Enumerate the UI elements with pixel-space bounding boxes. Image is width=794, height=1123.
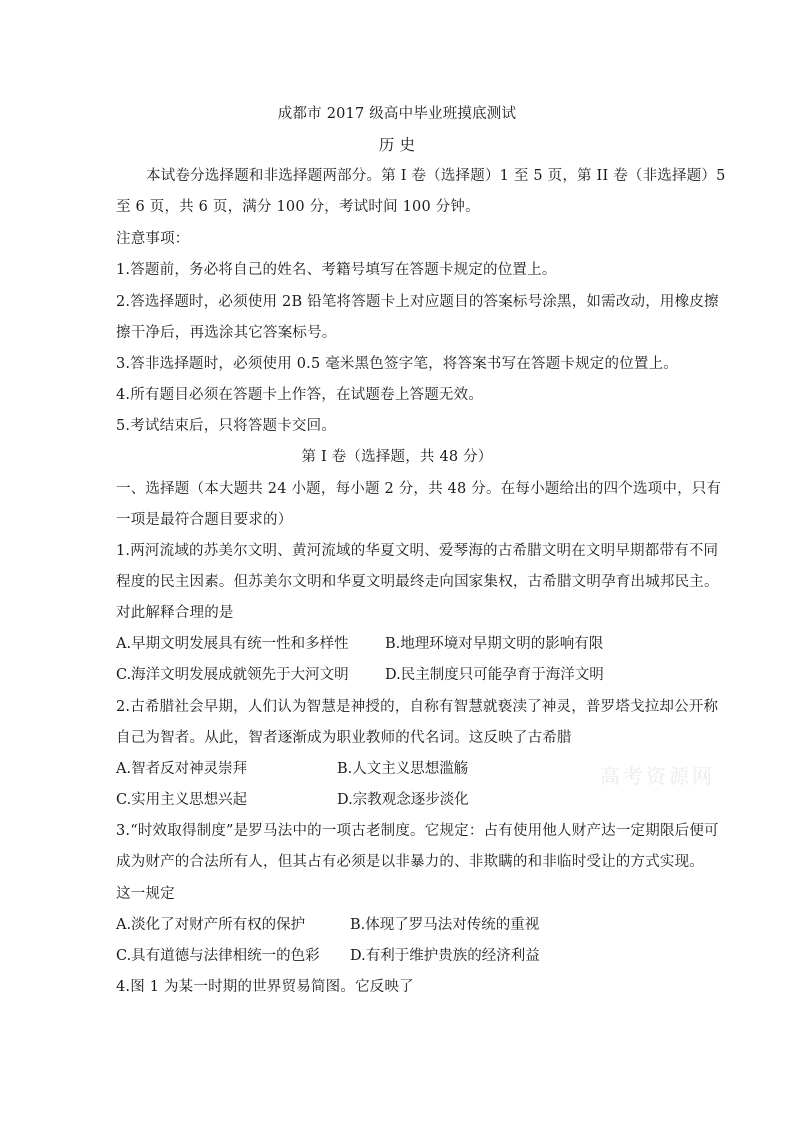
part-1-title: 第 I 卷（选择题，共 48 分） xyxy=(301,449,493,465)
intro-line-1: 本试卷分选择题和非选择题两部分。第 I 卷（选择题）1 至 5 页，第 II 卷（非选择题）5 xyxy=(146,168,726,184)
exam-title: 成都市 2017 级高中毕业班摸底测试 xyxy=(277,106,517,122)
question-2-option-a: A.智者反对神灵崇拜 xyxy=(116,761,248,777)
question-2-option-c: C.实用主义思想兴起 xyxy=(116,792,248,808)
subject-title: 历 史 xyxy=(378,136,416,154)
section-heading-line-2: 一项是最符合题目要求的） xyxy=(116,512,293,528)
watermark: 高考资源网 xyxy=(600,764,715,788)
notice-item-3: 3.答非选择题时，必须使用 0.5 毫米黑色签字笔，将答案书写在答题卡规定的位置上。 xyxy=(116,356,679,372)
question-1-option-d: D.民主制度只可能孕育于海洋文明 xyxy=(385,667,604,683)
notice-item-2-line-1: 2.答选择题时，必须使用 2B 铅笔将答题卡上对应题目的答案标号涂黑，如需改动，用橡皮擦 xyxy=(116,294,719,310)
intro-line-2: 至 6 页，共 6 页，满分 100 分，考试时间 100 分钟。 xyxy=(116,199,480,215)
question-3-line-1: 3.“时效取得制度”是罗马法中的一项古老制度。它规定：占有使用他人财产达一定期限后便可 xyxy=(116,823,719,839)
question-1-option-b: B.地理环境对早期文明的影响有限 xyxy=(385,636,604,652)
question-2-option-d: D.宗教观念逐步淡化 xyxy=(337,792,469,808)
notice-item-1: 1.答题前，务必将自己的姓名、考籍号填写在答题卡规定的位置上。 xyxy=(116,262,557,278)
notice-item-5: 5.考试结束后，只将答题卡交回。 xyxy=(116,418,337,434)
question-4-line-1: 4.图 1 为某一时期的世界贸易简图。它反映了 xyxy=(116,979,414,995)
section-heading-line-1: 一、选择题（本大题共 24 小题，每小题 2 分，共 48 分。在每小题给出的四个选项中，只有 xyxy=(116,481,722,497)
question-3-line-3: 这一规定 xyxy=(116,886,175,902)
notice-item-4: 4.所有题目必须在答题卡上作答，在试题卷上答题无效。 xyxy=(116,387,484,403)
question-1-option-a: A.早期文明发展具有统一性和多样性 xyxy=(116,636,349,652)
question-1-line-2: 程度的民主因素。但苏美尔文明和华夏文明最终走向国家集权，古希腊文明孕育出城邦民主。 xyxy=(116,574,719,590)
question-3-option-d: D.有利于维护贵族的经济利益 xyxy=(350,948,540,964)
notice-item-2-line-2: 擦干净后，再选涂其它答案标号。 xyxy=(116,325,337,341)
notice-heading: 注意事项： xyxy=(116,231,190,247)
question-2-line-2: 自己为智者。从此，智者逐渐成为职业教师的代名词。这反映了古希腊 xyxy=(116,730,572,746)
question-1-line-1: 1.两河流域的苏美尔文明、黄河流域的华夏文明、爱琴海的古希腊文明在文明早期都带有不同 xyxy=(116,543,719,559)
question-2-line-1: 2.古希腊社会早期，人们认为智慧是神授的，自称有智慧就亵渎了神灵，普罗塔戈拉却公开称 xyxy=(116,699,719,715)
question-3-option-a: A.淡化了对财产所有权的保护 xyxy=(116,917,306,933)
question-1-option-c: C.海洋文明发展成就领先于大河文明 xyxy=(116,667,349,683)
question-3-line-2: 成为财产的合法所有人，但其占有必须是以非暴力的、非欺瞒的和非临时受让的方式实现。 xyxy=(116,854,704,870)
question-3-option-c: C.具有道德与法律相统一的色彩 xyxy=(116,948,320,964)
question-2-option-b: B.人文主义思想滥觞 xyxy=(337,761,469,777)
question-3-option-b: B.体现了罗马法对传统的重视 xyxy=(350,917,540,933)
question-1-line-3: 对此解释合理的是 xyxy=(116,605,234,621)
